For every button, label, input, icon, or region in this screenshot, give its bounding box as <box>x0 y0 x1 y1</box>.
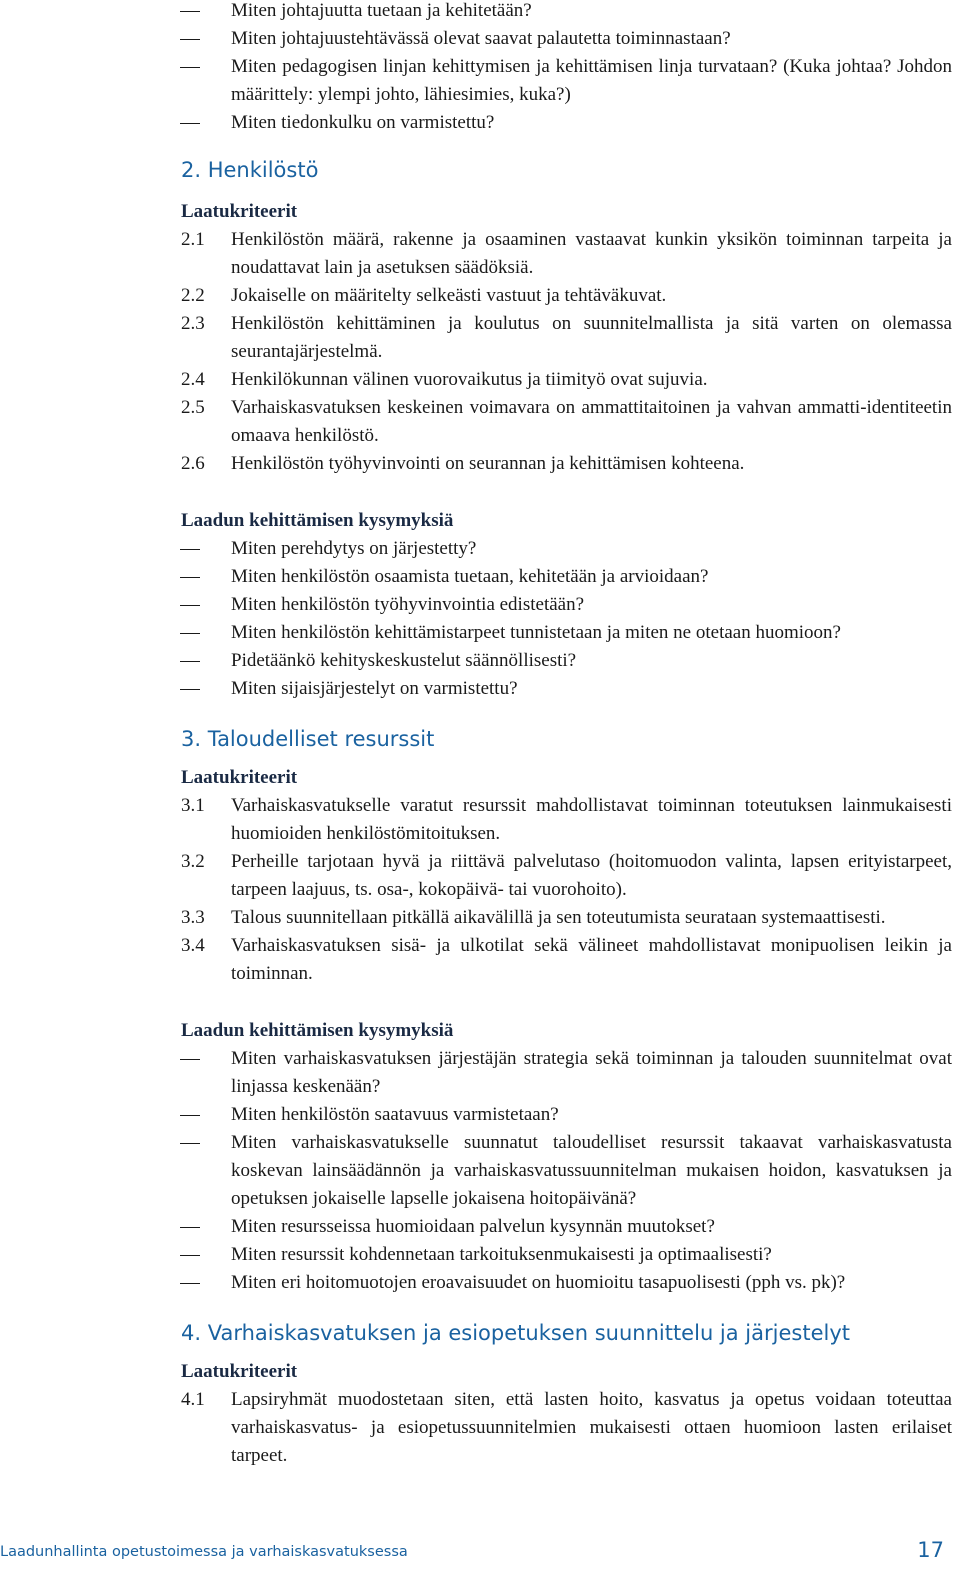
criteria-number: 4.1 <box>181 1389 205 1410</box>
page-number: 17 <box>917 1538 944 1562</box>
criteria-text: Varhaiskasvatuksen keskeinen voimavara on ammattitaitoinen ja vahvan ammatti-identiteetin omaava henkilöstö. <box>231 397 952 446</box>
criteria-text: Henkilöstön määrä, rakenne ja osaaminen vastaavat kunkin yksikön toiminnan tarpeita ja noudattavat lain ja asetuksen säädöksiä. <box>231 229 952 278</box>
criteria-number: 2.5 <box>181 397 205 418</box>
list-item: Miten eri hoitomuotojen eroavaisuudet on huomioitu tasapuolisesti (pph vs. pk)? <box>0 1269 960 1297</box>
list-item: Miten johtajuustehtävässä olevat saavat palautetta toiminnastaan? <box>0 25 960 53</box>
criteria-item <box>0 1386 960 1470</box>
criteria-text: Henkilöstön kehittäminen ja koulutus on suunnitelmallista ja sitä varten on olemassa seurantajärjestelmä. <box>231 313 952 362</box>
criteria-number: 3.1 <box>181 795 205 816</box>
list-item: Miten henkilöstön kehittämistarpeet tunnistetaan ja miten ne otetaan huomioon? <box>0 619 960 647</box>
list-item: Miten varhaiskasvatukselle suunnatut taloudelliset resurssit takaavat varhaiskasvatusta koskevan lainsäädännön ja varhaiskasvatussuunnitelman mukaisen hoidon, kasvatuksen ja opetuksen jokaiselle lapselle jokaisena hoitopäivänä? <box>0 1129 960 1213</box>
criteria-list-2 <box>0 226 960 478</box>
list-item: Miten pedagogisen linjan kehittymisen ja kehittämisen linja turvataan? (Kuka johtaa? Johdon määrittely: ylempi johto, lähiesimies, kuka?) <box>0 53 960 109</box>
criteria-number: 2.6 <box>181 453 205 474</box>
section-title-3: 3. Taloudelliset resurssit <box>181 727 435 751</box>
criteria-number: 3.3 <box>181 907 205 928</box>
criteria-item <box>0 310 960 366</box>
criteria-item <box>0 848 960 904</box>
criteria-number: 2.1 <box>181 229 205 250</box>
list-item: Miten henkilöstön osaamista tuetaan, kehitetään ja arvioidaan? <box>0 563 960 591</box>
footer-title: Laadunhallinta opetustoimessa ja varhaiskasvatuksessa <box>0 1544 408 1560</box>
criteria-item <box>0 366 960 394</box>
criteria-list-4 <box>0 1386 960 1470</box>
question-list-2 <box>0 535 960 703</box>
list-item: Pidetäänkö kehityskeskustelut säännöllisesti? <box>0 647 960 675</box>
section-title-2: 2. Henkilöstö <box>181 158 319 182</box>
criteria-text: Henkilöstön työhyvinvointi on seurannan ja kehittämisen kohteena. <box>231 453 745 474</box>
criteria-item <box>0 282 960 310</box>
list-item: Miten tiedonkulku on varmistettu? <box>0 109 960 137</box>
criteria-text: Varhaiskasvatukselle varatut resurssit mahdollistavat toiminnan toteutuksen lainmukaisesti huomioiden henkilöstömitoituksen. <box>231 795 952 844</box>
list-item: Miten perehdytys on järjestetty? <box>0 535 960 563</box>
question-list-3 <box>0 1045 960 1297</box>
list-item: Miten henkilöstön saatavuus varmistetaan? <box>0 1101 960 1129</box>
criteria-item <box>0 450 960 478</box>
criteria-heading-4: Laatukriteerit <box>181 1361 298 1382</box>
criteria-text: Jokaiselle on määritelty selkeästi vastuut ja tehtäväkuvat. <box>231 285 667 306</box>
list-item: Miten resurssit kohdennetaan tarkoituksenmukaisesti ja optimaalisesti? <box>0 1241 960 1269</box>
criteria-text: Varhaiskasvatuksen sisä- ja ulkotilat sekä välineet mahdollistavat monipuolisen leikin ja toiminnan. <box>231 935 952 984</box>
criteria-item <box>0 792 960 848</box>
section-title-4: 4. Varhaiskasvatuksen ja esiopetuksen suunnittelu ja järjestelyt <box>181 1321 850 1345</box>
list-item: Miten henkilöstön työhyvinvointia edistetään? <box>0 591 960 619</box>
list-item: Miten varhaiskasvatuksen järjestäjän strategia sekä toiminnan ja talouden suunnitelmat ovat linjassa keskenään? <box>0 1045 960 1101</box>
criteria-item <box>0 394 960 450</box>
list-item: Miten resursseissa huomioidaan palvelun kysynnän muutokset? <box>0 1213 960 1241</box>
criteria-item <box>0 932 960 988</box>
criteria-number: 2.2 <box>181 285 205 306</box>
criteria-text: Henkilökunnan välinen vuorovaikutus ja tiimityö ovat sujuvia. <box>231 369 708 390</box>
criteria-text: Lapsiryhmät muodostetaan siten, että lasten hoito, kasvatus ja opetus voidaan toteuttaa varhaiskasvatus- ja esiopetussuunnitelmien mukaisesti ottaen huomioon lasten erilaiset tarpeet. <box>231 1389 952 1466</box>
criteria-text: Perheille tarjotaan hyvä ja riittävä palvelutaso (hoitomuodon valinta, lapsen erityistarpeet, tarpeen laajuus, ts. osa-, kokopäivä- tai vuorohoito). <box>231 851 952 900</box>
criteria-text: Talous suunnitellaan pitkällä aikavälillä ja sen toteutumista seurataan systemaattisesti. <box>231 907 886 928</box>
questions-heading-3: Laadun kehittämisen kysymyksiä <box>181 1020 454 1041</box>
criteria-item <box>0 904 960 932</box>
list-item: Miten sijaisjärjestelyt on varmistettu? <box>0 675 960 703</box>
criteria-heading-2: Laatukriteerit <box>181 201 298 222</box>
criteria-number: 3.4 <box>181 935 205 956</box>
criteria-number: 2.3 <box>181 313 205 334</box>
criteria-number: 2.4 <box>181 369 205 390</box>
questions-heading-2: Laadun kehittämisen kysymyksiä <box>181 510 454 531</box>
criteria-list-3 <box>0 792 960 988</box>
criteria-heading-3: Laatukriteerit <box>181 767 298 788</box>
list-item: Miten johtajuutta tuetaan ja kehitetään? <box>0 0 960 25</box>
criteria-number: 3.2 <box>181 851 205 872</box>
criteria-item <box>0 226 960 282</box>
top-question-list <box>0 0 960 137</box>
